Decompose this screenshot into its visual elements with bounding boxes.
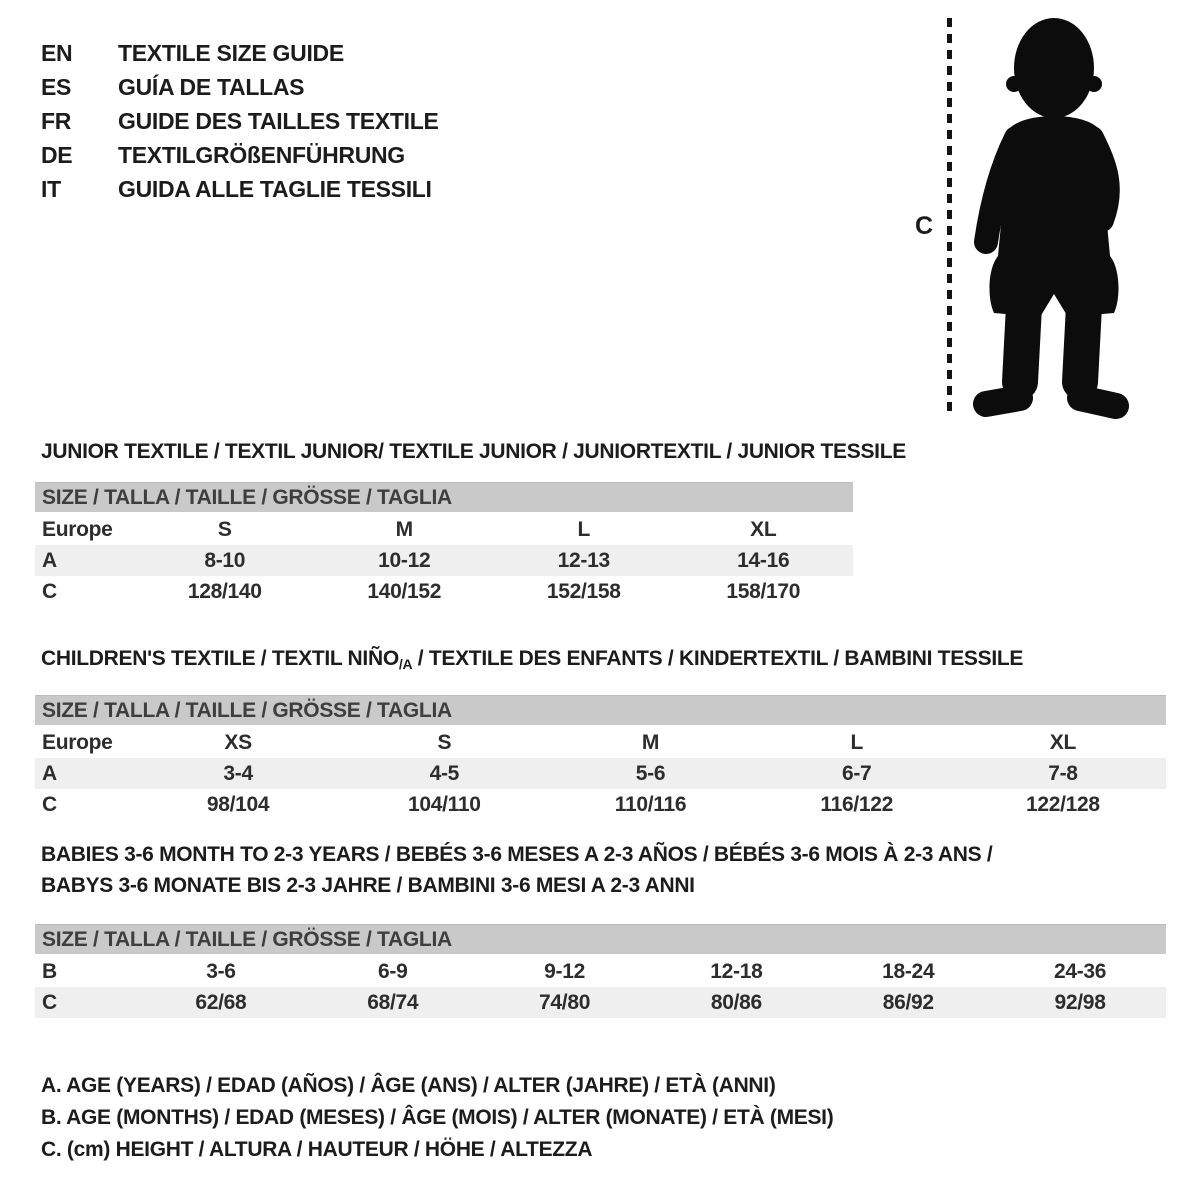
section-title-line: BABIES 3-6 MONTH TO 2-3 YEARS / BEBÉS 3-6 MESES A 2-3 AÑOS / BÉBÉS 3-6 MOIS À 2-3 ANS / (41, 843, 993, 866)
table-cell: 7-8 (1048, 761, 1078, 785)
table-cell: XL (750, 517, 777, 541)
language-row (41, 70, 439, 104)
section-title-line: BABYS 3-6 MONATE BIS 2-3 JAHRE / BAMBINI 3-6 MESI A 2-3 ANNI (41, 874, 695, 897)
table-cell: XL (1049, 730, 1077, 754)
table-cell: 6-7 (841, 761, 872, 785)
table-cell: 10-12 (378, 548, 431, 572)
size-header-text: SIZE / TALLA / TAILLE / GRÖSSE / TAGLIA (42, 927, 452, 951)
language-list (41, 36, 439, 206)
table-cell: 80/86 (710, 990, 762, 1014)
legend (41, 1070, 833, 1166)
table-cell: 104/110 (407, 792, 481, 816)
table-cell: L (577, 517, 591, 541)
table-cell: 5-6 (635, 761, 666, 785)
table-cell: 140/152 (367, 579, 442, 603)
table-cell: M (641, 730, 660, 754)
table-cell: 110/116 (614, 792, 687, 816)
section-title (41, 643, 1166, 680)
table-row (35, 987, 1166, 1018)
language-code: EN (41, 39, 73, 66)
table-cell: 12-13 (557, 548, 610, 572)
height-measure-label: C (915, 212, 933, 240)
table-cell: 9-12 (544, 959, 585, 983)
table-cell: L (850, 730, 863, 754)
language-code: ES (41, 73, 72, 100)
table-cell: 68/74 (367, 990, 419, 1014)
language-title: TEXTILE SIZE GUIDE (118, 39, 344, 66)
table-cell: 8-10 (204, 548, 246, 572)
legend-line: C. (cm) HEIGHT / ALTURA / HAUTEUR / HÖHE / ALTEZZA (41, 1138, 593, 1161)
language-row (41, 36, 439, 70)
language-title: GUIDE DES TAILLES TEXTILE (118, 107, 439, 134)
language-code: FR (41, 107, 72, 134)
table-cell: 158/170 (726, 579, 801, 603)
language-title: GUÍA DE TALLAS (118, 73, 305, 100)
row-label: C (42, 792, 57, 816)
table-cell: 128/140 (187, 579, 262, 603)
childrens-textile-section (35, 643, 1166, 820)
row-label: Europe (42, 517, 113, 541)
section-title-line: CHILDREN'S TEXTILE / TEXTIL $NIÑO_{/A}$ / TEXTILE DES ENFANTS / KINDERTEXTIL / BAMBINI TESSILE (41, 647, 1024, 672)
table-row (35, 545, 853, 576)
table-cell: 62/68 (195, 990, 247, 1014)
row-label: A (42, 761, 57, 785)
size-header-bar (35, 924, 1166, 954)
language-row (41, 138, 439, 172)
legend-line: A. AGE (YEARS) / EDAD (AÑOS) / ÂGE (ANS) / ALTER (JAHRE) / ETÀ (ANNI) (41, 1074, 776, 1097)
size-header-bar (35, 695, 1166, 725)
table-body (35, 727, 1166, 820)
table-row (35, 727, 1166, 758)
table-cell: 3-6 (206, 959, 236, 983)
section-title (41, 436, 906, 467)
table-cell: 86/92 (882, 990, 934, 1014)
size-header-bar (35, 482, 853, 512)
size-header-text: SIZE / TALLA / TAILLE / GRÖSSE / TAGLIA (42, 698, 452, 722)
table-body (35, 514, 853, 607)
table-cell: 12-18 (710, 959, 763, 983)
table-cell: S (217, 517, 232, 541)
row-label: A (42, 548, 57, 572)
table-cell: 92/98 (1054, 990, 1106, 1014)
table-row (35, 576, 853, 607)
row-label: C (42, 990, 57, 1014)
section-title-line: JUNIOR TEXTILE / TEXTIL JUNIOR/ TEXTILE JUNIOR / JUNIORTEXTIL / JUNIOR TESSILE (41, 440, 906, 463)
babies-textile-section (35, 839, 1166, 1018)
table-cell: 14-16 (737, 548, 790, 572)
table-cell: 24-36 (1053, 959, 1107, 983)
language-row (41, 104, 439, 138)
table-cell: M (395, 517, 413, 541)
table-body (35, 956, 1166, 1018)
row-label: Europe (42, 730, 113, 754)
table-cell: 98/104 (206, 792, 270, 816)
language-row (41, 172, 439, 206)
table-cell: 18-24 (882, 959, 935, 983)
table-row (35, 758, 1166, 789)
legend-line: B. AGE (MONTHS) / EDAD (MESES) / ÂGE (MOIS) / ALTER (MONATE) / ETÀ (MESI) (41, 1106, 834, 1129)
row-label: C (42, 579, 57, 603)
table-cell: 74/80 (539, 990, 591, 1014)
toddler-silhouette (964, 16, 1142, 420)
language-code: IT (41, 175, 61, 202)
table-cell: 3-4 (223, 761, 253, 785)
table-cell: 6-9 (378, 959, 408, 983)
height-measure-dashed-line (947, 18, 952, 416)
size-header-text: SIZE / TALLA / TAILLE / GRÖSSE / TAGLIA (42, 485, 452, 509)
table-row (35, 789, 1166, 820)
table-row (35, 514, 853, 545)
junior-textile-section (35, 436, 906, 607)
section-title (41, 839, 1166, 901)
language-title: TEXTILGRÖßENFÜHRUNG (118, 141, 405, 168)
table-cell: 122/128 (1026, 792, 1100, 816)
table-cell: 4-5 (429, 761, 460, 785)
table-cell: S (437, 730, 452, 754)
language-code: DE (41, 141, 73, 168)
table-cell: 116/122 (820, 792, 894, 816)
table-cell: 152/158 (546, 579, 621, 603)
row-label: B (42, 959, 57, 983)
table-cell: XS (224, 730, 252, 754)
language-title: GUIDA ALLE TAGLIE TESSILI (118, 175, 432, 202)
table-row (35, 956, 1166, 987)
